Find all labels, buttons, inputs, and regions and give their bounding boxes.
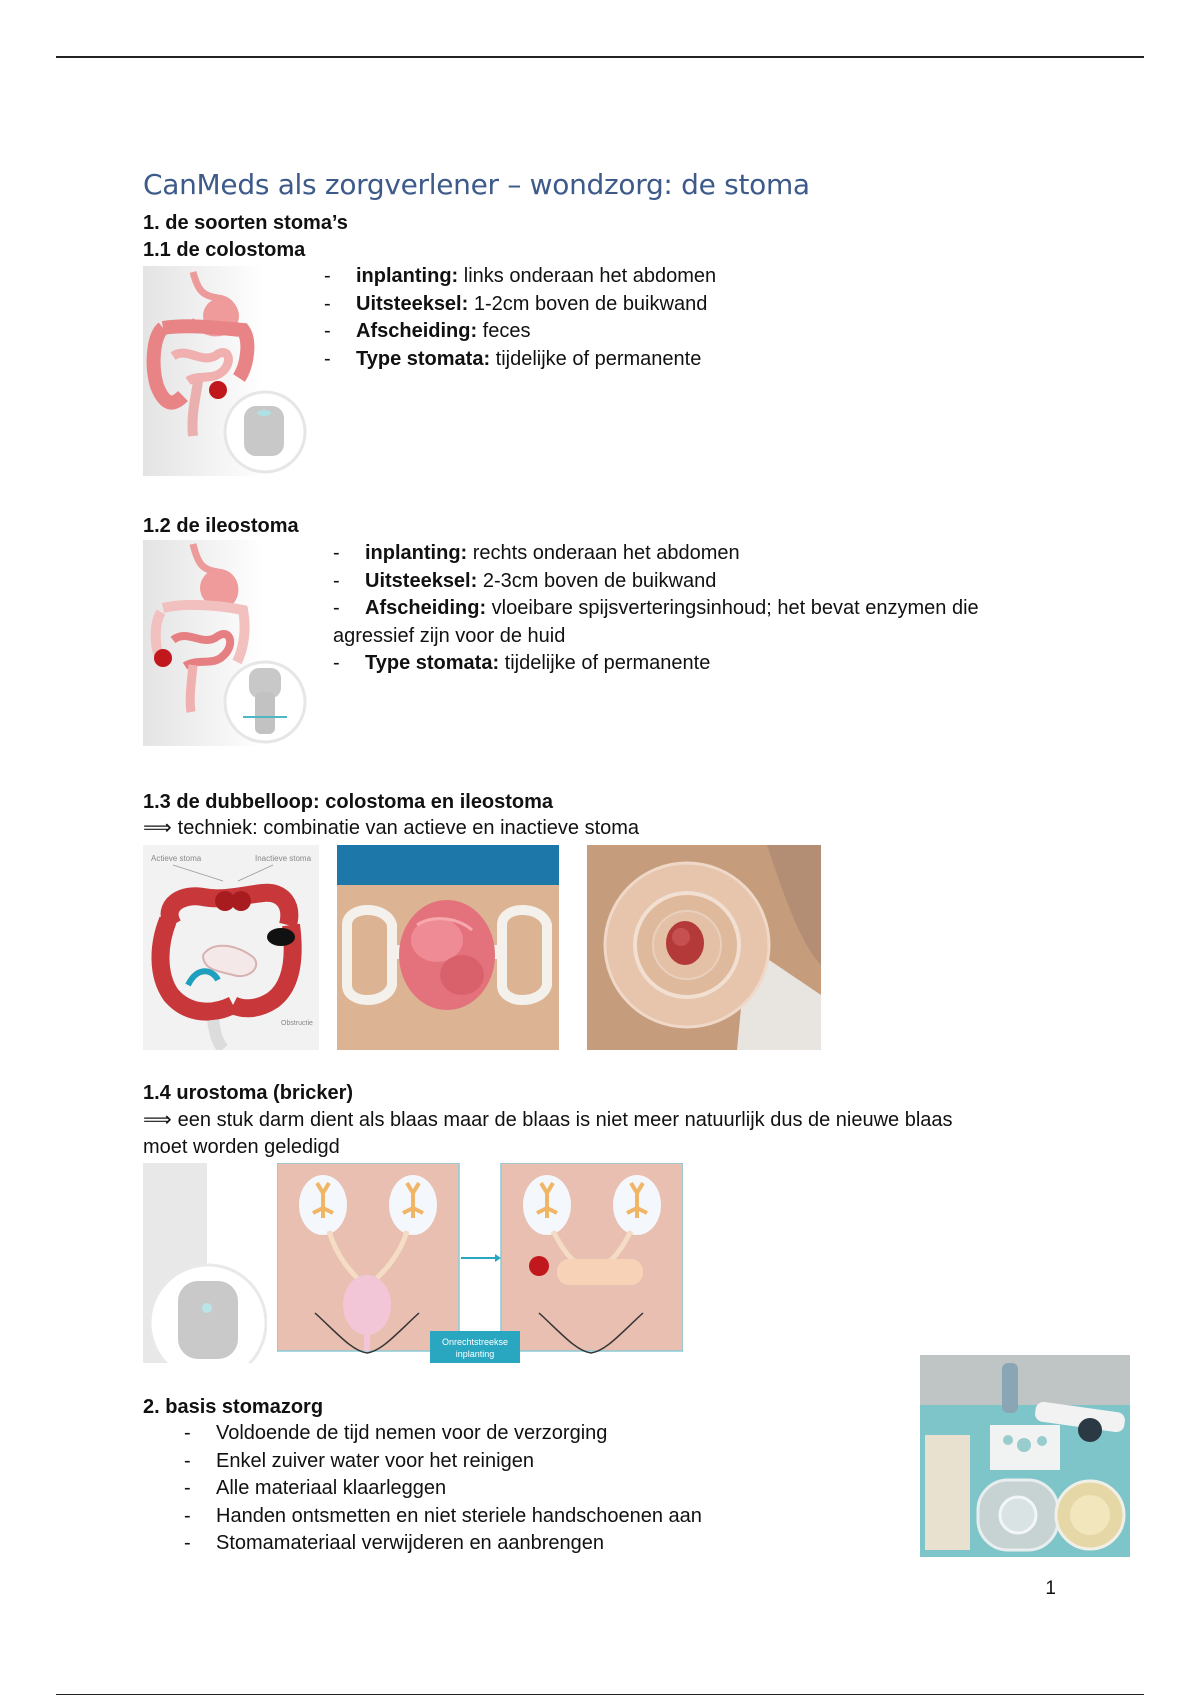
- list-item: - Uitsteeksel: 2-3cm boven de buikwand: [333, 569, 717, 592]
- ileostoma-list-last: [331, 650, 710, 678]
- urostoma-pouch-illustration: [143, 1163, 267, 1363]
- dubbelloop-heading: 1.3 de dubbelloop: colostoma en ileostoma: [143, 791, 554, 813]
- arrow-icon: ⟹: [143, 817, 172, 839]
- list-item: - inplanting: rechts onderaan het abdomen: [333, 542, 740, 564]
- arrow-icon: ⟹: [143, 1109, 172, 1131]
- stomazorg-list: [182, 1420, 702, 1558]
- list-item: - Voldoende de tijd nemen voor de verzorging: [184, 1422, 608, 1444]
- urostoma-text-line2: moet worden geledigd: [143, 1136, 340, 1158]
- list-item: - Enkel zuiver water voor het reinigen: [184, 1449, 534, 1472]
- urostoma-heading: 1.4 urostoma (bricker): [143, 1082, 354, 1104]
- dubbelloop-text: ⟹ techniek: combinatie van actieve en inactieve stoma: [143, 817, 640, 839]
- top-rule: [56, 56, 1144, 58]
- stoma-photo-2: [587, 845, 821, 1050]
- diagram-label-implant-line1: Onrechtstreekse: [441, 1337, 509, 1347]
- ileostoma-illustration: [143, 540, 307, 746]
- list-item: - Afscheiding: vloeibare spijsverteringsinhoud; het bevat enzymen die: [333, 597, 979, 619]
- list-item: - Type stomata: tijdelijke of permanente: [333, 652, 711, 674]
- list-item: - Uitsteeksel: 1-2cm boven de buikwand: [324, 292, 708, 315]
- dubbelloop-diagram: [143, 845, 319, 1050]
- list-item: - Afscheiding: feces: [324, 320, 531, 342]
- stoma-supplies-photo: [920, 1355, 1130, 1557]
- ileostoma-heading: 1.2 de ileostoma: [143, 515, 299, 537]
- colostoma-heading: 1.1 de colostoma: [143, 239, 306, 261]
- page-number: 1: [1045, 1578, 1056, 1599]
- list-item: - Type stomata: tijdelijke of permanente: [324, 347, 702, 370]
- list-item: - inplanting: links onderaan het abdomen: [324, 265, 717, 287]
- stoma-photo-1: [337, 845, 559, 1050]
- section1-heading: 1. de soorten stoma’s: [143, 212, 348, 234]
- list-item: - Handen ontsmetten en niet steriele handschoenen aan: [184, 1504, 702, 1527]
- diagram-label-obstruction: Obstructie: [281, 1020, 313, 1027]
- ileostoma-continuation: agressief zijn voor de huid: [333, 625, 566, 647]
- list-item: - Alle materiaal klaarleggen: [184, 1477, 447, 1499]
- urostoma-text-line1: ⟹ een stuk darm dient als blaas maar de blaas is niet meer natuurlijk dus de nieuwe blaas: [143, 1109, 953, 1131]
- diagram-label-active: Actieve stoma: [151, 854, 202, 863]
- urostoma-anatomy-diagram: [277, 1163, 683, 1363]
- colostoma-illustration: [143, 266, 307, 476]
- ileostoma-list: [331, 540, 979, 623]
- bottom-rule: [56, 1694, 1144, 1695]
- diagram-label-implant-line2: inplanting: [455, 1349, 495, 1359]
- page-title: CanMeds als zorgverlener – wondzorg: de stoma: [143, 168, 810, 201]
- colostoma-list: [322, 263, 716, 373]
- diagram-label-inactive: Inactieve stoma: [255, 854, 312, 863]
- list-item: - Stomamateriaal verwijderen en aanbrengen: [184, 1532, 605, 1554]
- section2-heading: 2. basis stomazorg: [143, 1396, 324, 1418]
